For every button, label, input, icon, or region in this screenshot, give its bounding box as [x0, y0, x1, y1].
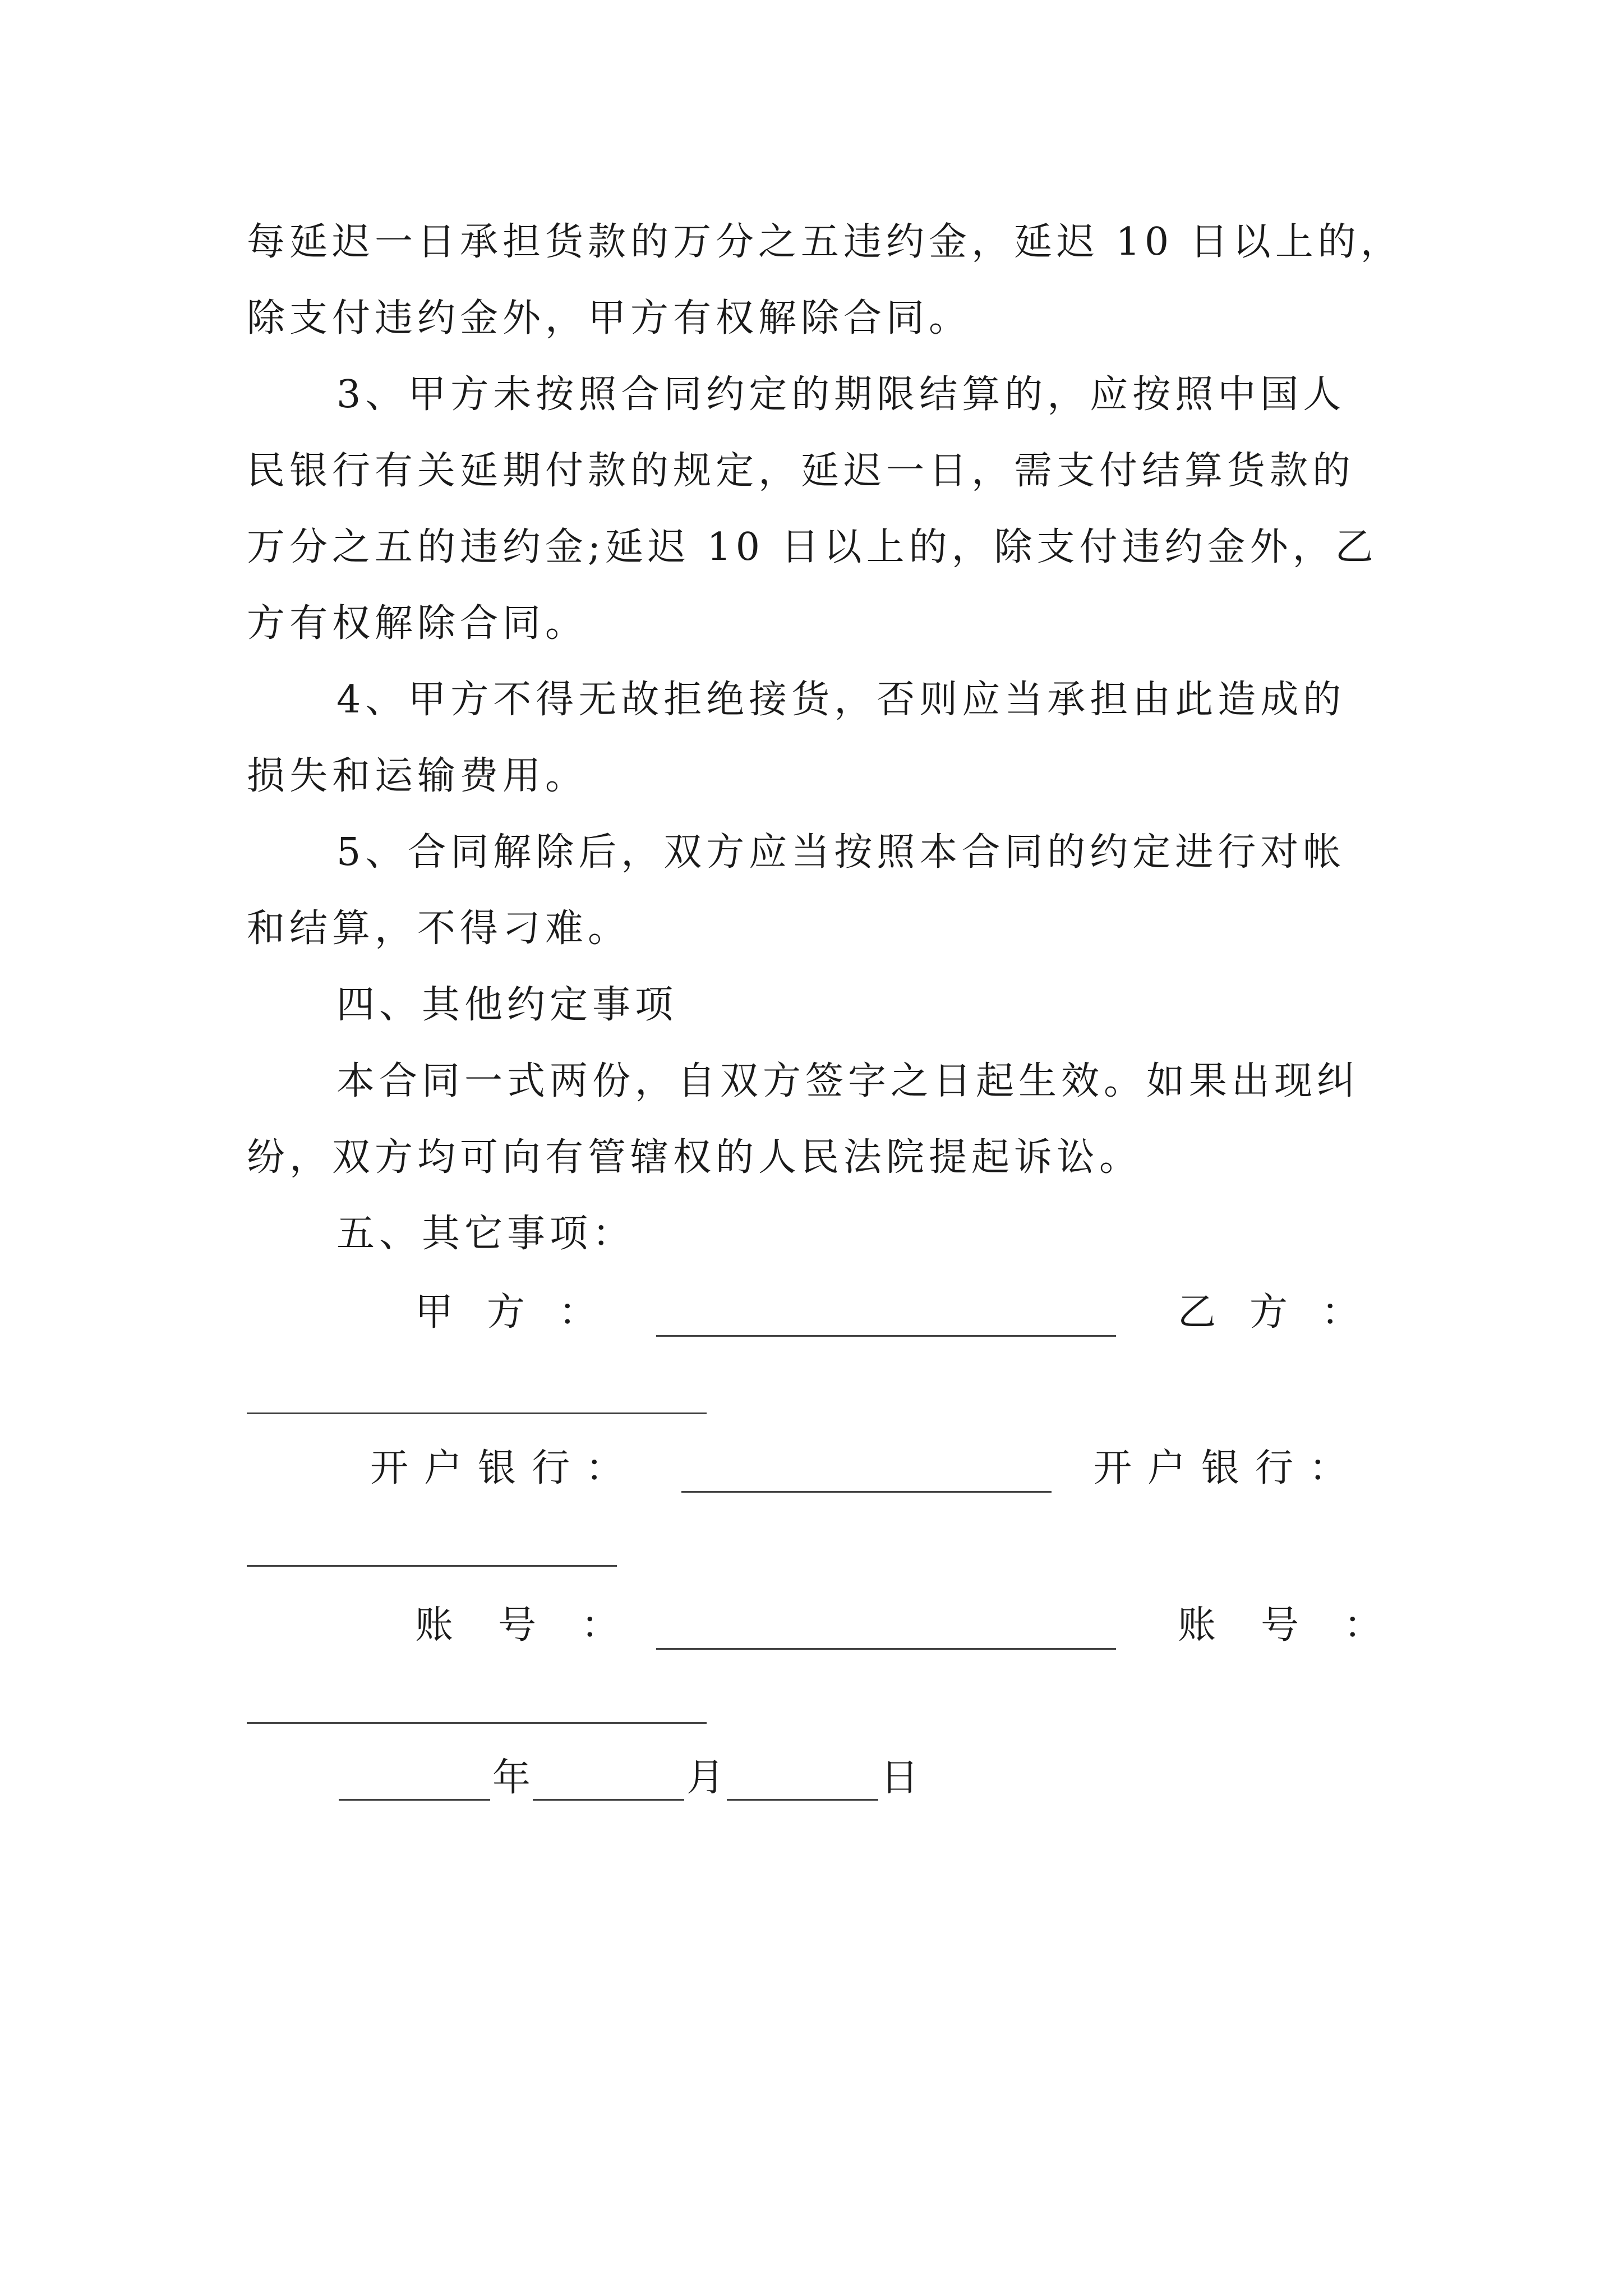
paragraph-line: 3、甲方未按照合同约定的期限结算的，应按照中国人 [336, 372, 1346, 417]
party-b-blank[interactable] [247, 1412, 707, 1414]
account-a-blank[interactable] [656, 1648, 1116, 1650]
party-a-label: 甲方： [415, 1290, 631, 1335]
paragraph-line: 4、甲方不得无故拒绝接货，否则应当承担由此造成的 [336, 678, 1346, 722]
bank-a-label: 开户银行： [370, 1446, 640, 1490]
paragraph-line: 每延迟一日承担货款的万分之五违约金，延迟 10 日以上的， [247, 220, 1403, 264]
paragraph-line: 除支付违约金外，甲方有权解除合同。 [247, 296, 972, 341]
day-label: 日 [880, 1756, 919, 1800]
date-row [336, 1756, 919, 1801]
party-a-blank[interactable] [656, 1335, 1116, 1337]
account-b-blank[interactable] [247, 1722, 707, 1724]
account-b-label: 账号： [1178, 1603, 1427, 1648]
paragraph-line: 民银行有关延期付款的规定，延迟一日，需支付结算货款的 [247, 449, 1355, 493]
party-b-label: 乙方： [1178, 1290, 1394, 1335]
paragraph-line: 损失和运输费用。 [247, 754, 588, 798]
month-blank[interactable] [533, 1765, 684, 1801]
paragraph-line: 万分之五的违约金;延迟 10 日以上的，除支付违约金外，乙 [247, 525, 1378, 569]
day-blank[interactable] [727, 1765, 878, 1801]
paragraph-line: 5、合同解除后，双方应当按照本合同的约定进行对帐 [336, 830, 1346, 875]
paragraph-line: 方有权解除合同。 [247, 601, 588, 646]
year-blank[interactable] [339, 1765, 490, 1801]
account-a-label: 账号： [415, 1603, 665, 1648]
bank-b-label: 开户银行： [1094, 1446, 1363, 1490]
paragraph-line: 本合同一式两份，自双方签字之日起生效。如果出现纠 [336, 1059, 1360, 1103]
year-label: 年 [492, 1756, 531, 1800]
section-heading: 五、其它事项： [336, 1212, 635, 1256]
month-label: 月 [686, 1756, 725, 1800]
section-heading: 四、其他约定事项 [336, 983, 678, 1027]
paragraph-line: 纷，双方均可向有管辖权的人民法院提起诉讼。 [247, 1135, 1142, 1180]
bank-b-blank[interactable] [247, 1565, 617, 1567]
bank-a-blank[interactable] [681, 1491, 1052, 1493]
paragraph-line: 和结算，不得刁难。 [247, 907, 631, 951]
